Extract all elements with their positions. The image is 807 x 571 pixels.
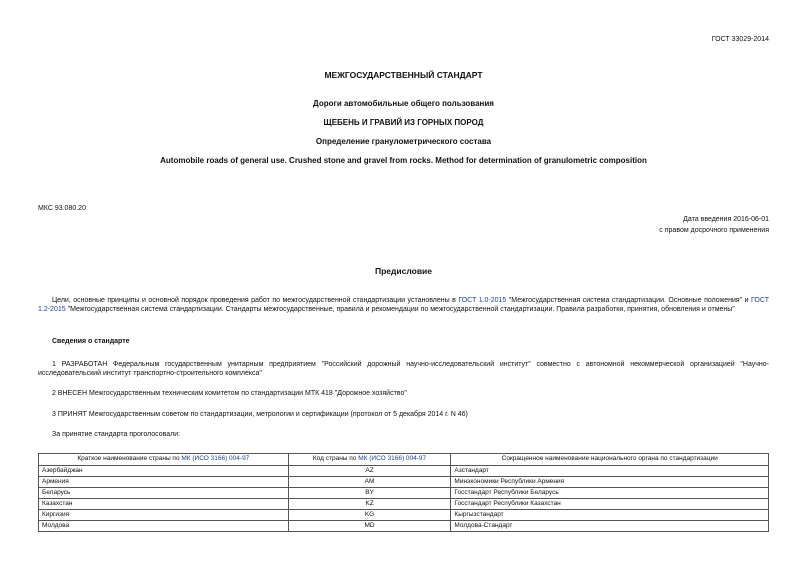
item-submitted: 2 ВНЕСЕН Межгосударственным техническим комитетом по стандартизации МТК 418 "Дорожное хозяйство" xyxy=(52,390,407,397)
table-row xyxy=(39,466,769,477)
country-header-text: Краткое наименование страны по xyxy=(77,455,182,463)
table-header-row xyxy=(39,454,769,466)
body-cell: Кыргызстандарт xyxy=(451,510,769,521)
column-header-country xyxy=(39,454,289,466)
title-line-2: ЩЕБЕНЬ И ГРАВИЙ ИЗ ГОРНЫХ ПОРОД xyxy=(323,118,484,127)
gost-1-2-link[interactable]: ГОСТ 1.2-2015 xyxy=(38,297,769,313)
voting-countries-table xyxy=(38,453,769,532)
code-cell: KZ xyxy=(288,499,451,510)
code-cell: AM xyxy=(288,477,451,488)
country-cell: Молдова xyxy=(39,521,289,532)
body-cell: Азстандарт xyxy=(451,466,769,477)
title-english: Automobile roads of general use. Crushed stone and gravel from rocks. Method for determination of granulometric composition xyxy=(160,156,647,165)
table-row xyxy=(39,521,769,532)
country-cell: Казахстан xyxy=(39,499,289,510)
preface-heading: Предисловие xyxy=(374,266,433,276)
code-header-text: Код страны по xyxy=(312,455,359,463)
mks-code: МКС 93.080.20 xyxy=(38,205,86,212)
country-cell: Армения xyxy=(39,477,289,488)
mk-iso-3166-link[interactable]: МК (ИСО 3166) 004-97 xyxy=(181,455,250,463)
document-number: ГОСТ 33029-2014 xyxy=(711,36,769,43)
table-row xyxy=(39,499,769,510)
table-row xyxy=(39,488,769,499)
preface-text-a: Цели, основные принципы и основной порядок проведения работ по межгосударственной стандартизации установлены в xyxy=(52,297,459,304)
standard-kind: МЕЖГОСУДАРСТВЕННЫЙ СТАНДАРТ xyxy=(324,70,483,80)
intro-date: Дата введения 2016-06-01 xyxy=(683,216,769,223)
preface-text-c: "Межгосударственная система стандартизации. Стандарты межгосударственные, правила и рекомендации по межгосударственной стандартизации. Правила разработки, принятия, обновления и отмены" xyxy=(65,305,735,313)
table-row xyxy=(39,477,769,488)
preface-paragraph xyxy=(38,297,769,315)
standard-info-heading: Сведения о стандарте xyxy=(52,338,130,345)
early-use-note: с правом досрочного применения xyxy=(659,227,769,234)
code-cell: BY xyxy=(288,488,451,499)
column-header-code xyxy=(288,454,451,466)
country-cell: Беларусь xyxy=(39,488,289,499)
country-cell: Азербайджан xyxy=(39,466,289,477)
item-developed: 1 РАЗРАБОТАН Федеральным государственным унитарным предприятием "Российский дорожный научно-исследовательский институт" совместно с автономной некоммерческой организацией "Научно-исследовательский институт транспортно-строительного комплекса" xyxy=(38,361,769,377)
code-cell: KG xyxy=(288,510,451,521)
item-adopted: 3 ПРИНЯТ Межгосударственным советом по стандартизации, метрологии и сертификации (протокол от 5 декабря 2014 г. N 46) xyxy=(52,411,468,418)
code-cell: MD xyxy=(288,521,451,532)
body-cell: Минэкономики Республики Армения xyxy=(451,477,769,488)
column-header-body: Сокращенное наименование национального органа по стандартизации xyxy=(451,454,769,466)
title-line-3: Определение гранулометрического состава xyxy=(315,137,492,146)
code-cell: AZ xyxy=(288,466,451,477)
body-cell: Госстандарт Республики Казахстан xyxy=(451,499,769,510)
mk-iso-3166-link[interactable]: МК (ИСО 3166) 004-97 xyxy=(358,455,427,463)
voted-label: За принятие стандарта проголосовали: xyxy=(52,431,181,438)
body-cell: Молдова-Стандарт xyxy=(451,521,769,532)
table-row xyxy=(39,510,769,521)
gost-1-0-link[interactable]: ГОСТ 1.0-2015 xyxy=(458,297,507,304)
body-cell: Госстандарт Республики Беларусь xyxy=(451,488,769,499)
country-cell: Киргизия xyxy=(39,510,289,521)
title-line-1: Дороги автомобильные общего пользования xyxy=(313,99,494,108)
preface-text-b: "Межгосударственная система стандартизации. Основные положения" и xyxy=(506,297,752,304)
